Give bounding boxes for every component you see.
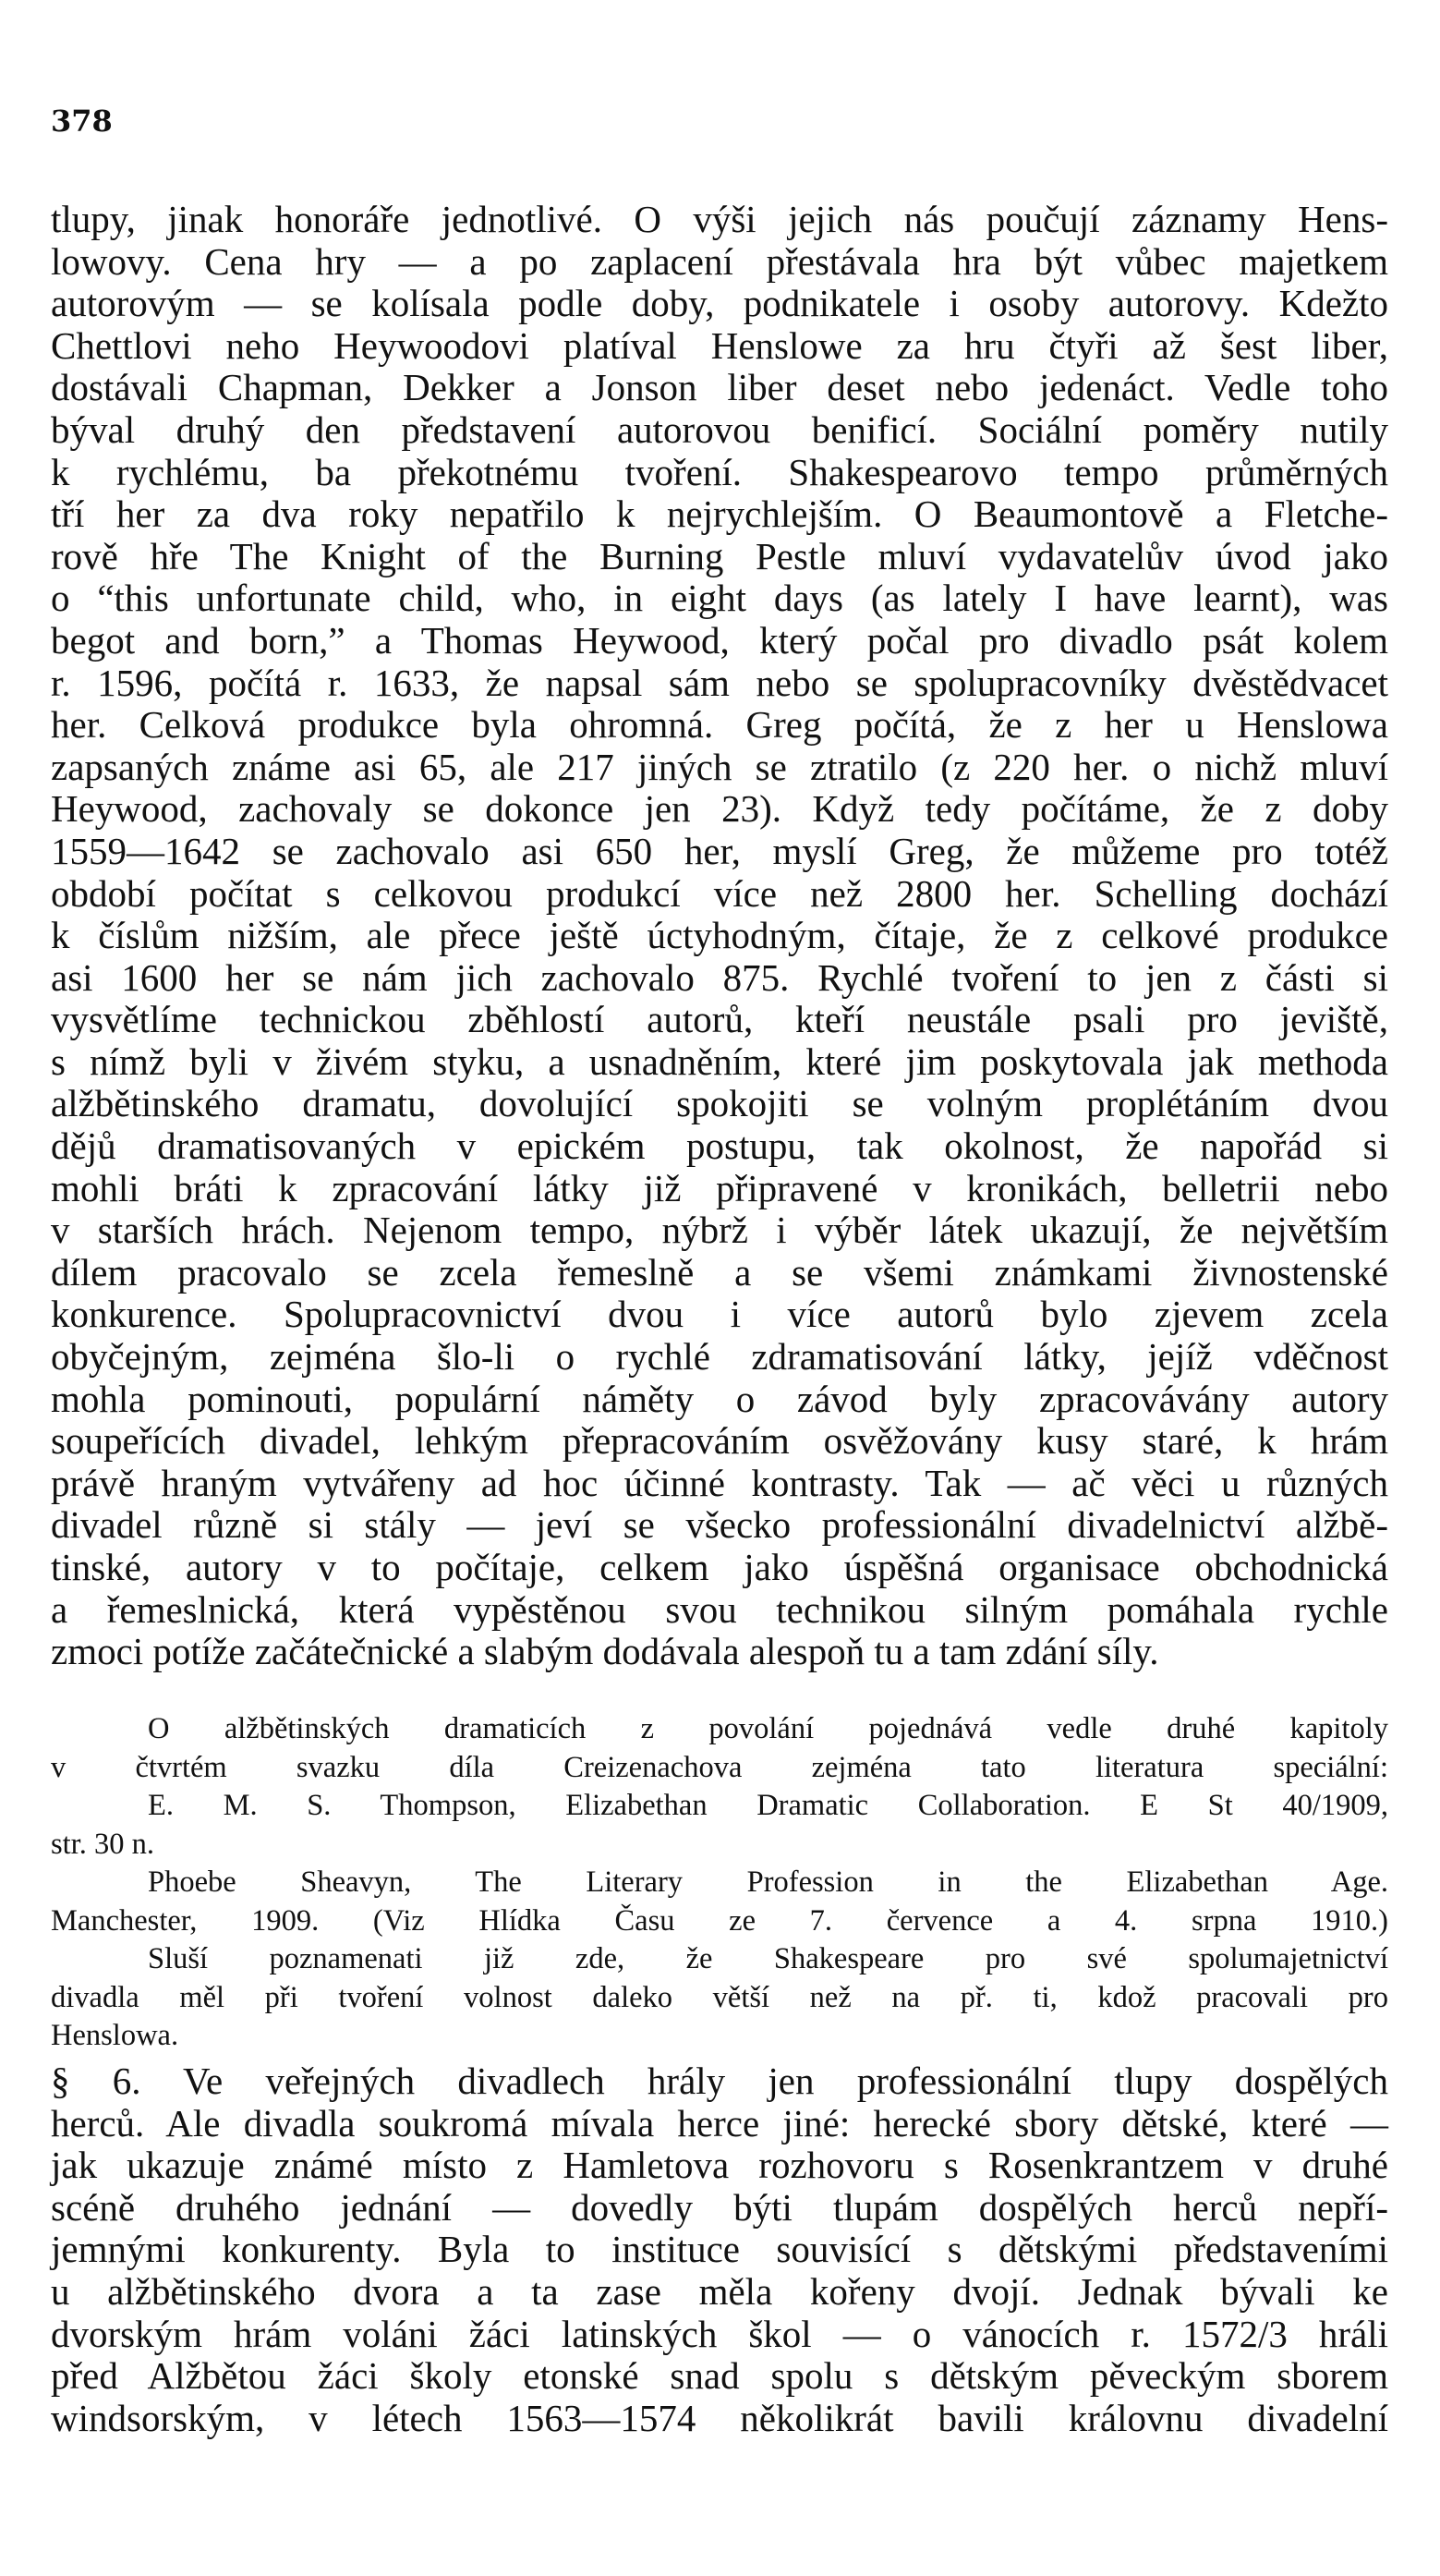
text-line: tlupy, jinak honoráře jednotlivé. O výši jejich nás poučují záznamy Hens- xyxy=(51,198,1388,240)
text-line: obyčejným, zejména šlo-li o rychlé zdramatisování látky, jejíž vděčnost xyxy=(51,1335,1388,1379)
text-line: o “this unfortunate child, who, in eight days (as lately I have learnt), was xyxy=(51,577,1388,620)
text-line: jemnými konkurenty. Byla to instituce souvisící s dětskými představeními xyxy=(51,2228,1388,2271)
text-line: a řemeslnická, která vypěstěnou svou technikou silným pomáhala rychle xyxy=(51,1587,1388,1631)
text-line: zmoci potíže začátečnické a slabým dodávala alespoň tu a tam zdání síly. xyxy=(51,1630,1159,1673)
main-paragraph xyxy=(51,199,1388,1673)
text-line: býval druhý den představení autorovou benificí. Sociální poměry nutily xyxy=(51,407,1388,451)
page-number: 378 xyxy=(51,103,113,139)
text-line: divadel různě si stály — jeví se všecko professionální divadelnictví alžbě- xyxy=(51,1503,1388,1547)
text-line: období počítat s celkovou produkcí více než 2800 her. Schelling dochází xyxy=(51,871,1388,915)
text-line: autorovým — se kolísala podle doby, podnikatele i osoby autorovy. Kdežto xyxy=(51,282,1388,325)
text-line: E. M. S. Thompson, Elizabethan Dramatic Collaboration. E St 40/1909, xyxy=(148,1789,1388,1822)
text-line: § 6. Ve veřejných divadlech hrály jen professionální tlupy dospělých xyxy=(51,2060,1388,2102)
text-line: asi 1600 her se nám jich zachovalo 875. Rychlé tvoření to jen z části si xyxy=(51,955,1388,999)
bibliography-notes xyxy=(51,1709,1388,2055)
text-line: Sluší poznamenati již zde, že Shakespeare pro své spolumajetnictví xyxy=(148,1942,1388,1975)
text-line: Heywood, zachovaly se dokonce jen 23). Když tedy počítáme, že z doby xyxy=(51,787,1388,831)
text-line: soupeřících divadel, lehkým přepracováním osvěžovány kusy staré, k hrám xyxy=(51,1419,1388,1463)
text-line: 1559—1642 se zachovalo asi 650 her, myslí Greg, že můžeme pro totéž xyxy=(51,829,1388,872)
text-line: scéně druhého jednání — dovedly býti tlupám dospělých herců nepří- xyxy=(51,2185,1388,2229)
text-line: rově hře The Knight of the Burning Pestle mluví vydavatelův úvod jako xyxy=(51,534,1388,577)
text-line: mohli bráti k zpracování látky již připravené v kronikách, belletrii nebo xyxy=(51,1166,1388,1209)
text-line: dějů dramatisovaných v epickém postupu, tak okolnost, že napořád si xyxy=(51,1124,1388,1168)
text-line: divadla měl při tvoření volnost daleko větší než na př. ti, kdož pracovali pro xyxy=(51,1980,1388,2014)
text-line: u alžbětinského dvora a ta zase měla kořeny dvojí. Jednak bývali ke xyxy=(51,2269,1388,2313)
text-line: tinské, autory v to počítaje, celkem jako úspěšná organisace obchodnická xyxy=(51,1546,1388,1588)
text-line: vysvětlíme technickou zběhlostí autorů, kteří neustále psali pro jeviště, xyxy=(51,998,1388,1041)
text-line: str. 30 n. xyxy=(51,1827,154,1861)
text-line: Manchester, 1909. (Viz Hlídka Času ze 7. července a 4. srpna 1910.) xyxy=(51,1903,1388,1938)
text-line: s nímž byli v živém styku, a usnadněním, které jim poskytovala jak methoda xyxy=(51,1039,1388,1083)
text-line: Henslowa. xyxy=(51,2019,179,2052)
text-line: mohla pominouti, populární náměty o závod byly zpracovávány autory xyxy=(51,1377,1388,1420)
text-line: k číslům nižším, ale přece ještě úctyhodným, čítaje, že z celkové produkce xyxy=(51,914,1388,957)
text-line: dvorským hrám voláni žáci latinských škol — o vánocích r. 1572/3 hráli xyxy=(51,2312,1388,2355)
text-line: v starších hrách. Nejenom tempo, nýbrž i výběr látek ukazují, že největším xyxy=(51,1209,1388,1252)
text-line: dostávali Chapman, Dekker a Jonson liber deset nebo jedenáct. Vedle toho xyxy=(51,366,1388,409)
text-line: r. 1596, počítá r. 1633, že napsal sám nebo se spolupracovníky dvěstědvacet xyxy=(51,661,1388,704)
text-line: dílem pracovalo se zcela řemeslně a se všemi známkami živnostenské xyxy=(51,1250,1388,1294)
text-line: zapsaných známe asi 65, ale 217 jiných se ztratilo (z 220 her. o nichž mluví xyxy=(51,745,1388,788)
text-line: herců. Ale divadla soukromá mívala herce jiné: herecké sbory dětské, které — xyxy=(51,2101,1388,2145)
text-line: tří her za dva roky nepatřilo k nejrychlejším. O Beaumontově a Fletche- xyxy=(51,492,1388,536)
text-line: begot and born,” a Thomas Heywood, který počal pro divadlo psát kolem xyxy=(51,618,1388,662)
text-line: jak ukazuje známé místo z Hamletova rozhovoru s Rosenkrantzem v druhé xyxy=(51,2144,1388,2187)
text-line: konkurence. Spolupracovnictví dvou i více autorů bylo zjevem zcela xyxy=(51,1293,1388,1336)
text-line: před Alžbětou žáci školy etonské snad spolu s dětským pěveckým sborem xyxy=(51,2354,1388,2398)
text-line: Phoebe Sheavyn, The Literary Profession in the Elizabethan Age. xyxy=(148,1865,1388,1899)
text-line: k rychlému, ba překotnému tvoření. Shakespearovo tempo průměrných xyxy=(51,450,1388,493)
text-line: Chettlovi neho Heywoodovi platíval Henslowe za hru čtyři až šest liber, xyxy=(51,323,1388,367)
text-line: lowovy. Cena hry — a po zaplacení přestávala hra být vůbec majetkem xyxy=(51,239,1388,283)
text-line: alžbětinského dramatu, dovolující spokojiti se volným proplétáním dvou xyxy=(51,1082,1388,1125)
text-line: O alžbětinských dramaticích z povolání pojednává vedle druhé kapitoly xyxy=(148,1712,1388,1745)
text-line: právě hraným vytvářeny ad hoc účinné kontrasty. Tak — ač věci u různých xyxy=(51,1461,1388,1504)
text-line: her. Celková produkce byla ohromná. Greg počítá, že z her u Henslowa xyxy=(51,703,1388,747)
text-line: v čtvrtém svazku díla Creizenachova zejména tato literatura speciální: xyxy=(51,1750,1388,1784)
text-line: windsorským, v létech 1563—1574 několikrát bavili královnu divadelní xyxy=(51,2396,1388,2439)
section-6-paragraph xyxy=(51,2060,1388,2439)
